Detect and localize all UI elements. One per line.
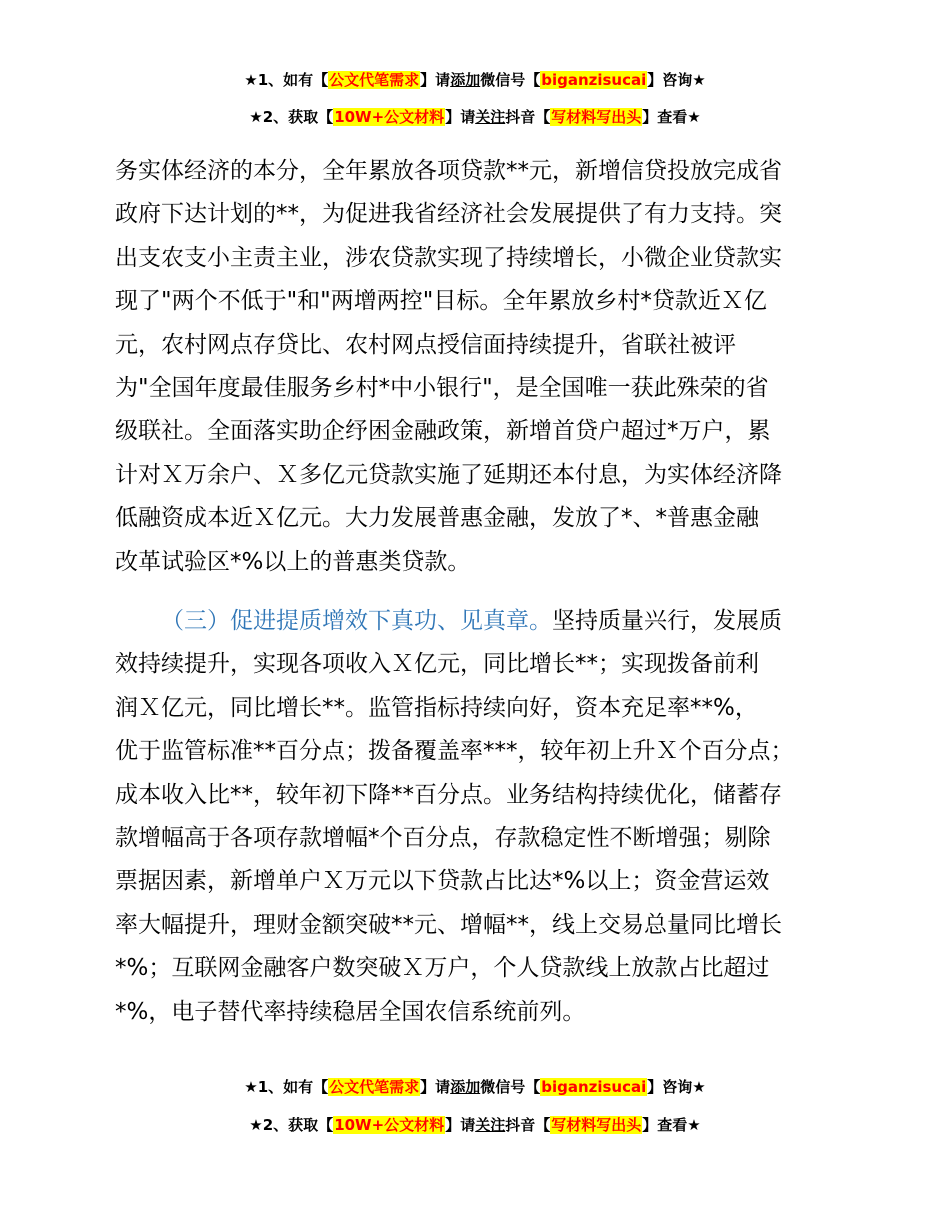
footer-ad-line-1 [0,1076,950,1098]
text-line: 元，农村网点存贷比、农村网点授信面持续提升，省联社被评 [115,331,736,358]
text-line: 率大幅提升，理财金额突破**元、增幅**，线上交易总量同比增长 [115,911,782,938]
highlight-materials: 10W+公文材料 [334,108,445,126]
highlight-service: 公文代笔需求 [329,1078,420,1096]
text-line: 润Ｘ亿元，同比增长**。监管指标持续向好，资本充足率**%， [115,694,758,721]
footer-ad-line-2 [0,1114,950,1136]
banner-text: 】请 [445,108,476,126]
banner-text: 微信号【 [480,1078,541,1096]
text-line: 效持续提升，实现各项收入Ｘ亿元，同比增长**；实现拨备前利 [115,651,759,678]
body-paragraph-2 [115,600,845,1034]
highlight-douyin-id: 写材料写出头 [551,1116,642,1134]
text-line: 政府下达计划的**，为促进我省经济社会发展提供了有力支持。突 [115,201,782,228]
section-heading: （三）促进提质增效下真功、见真章。 [161,608,552,634]
banner-text: ★1、如有【 [244,1078,329,1096]
text-line: 款增幅高于各项存款增幅*个百分点，存款稳定性不断增强；剔除 [115,824,771,851]
text-line: 现了"两个不低于"和"两增两控"目标。全年累放乡村*贷款近Ｘ亿 [115,288,767,315]
text-line: 务实体经济的本分，全年累放各项贷款**元，新增信贷投放完成省 [115,158,782,184]
highlight-wechat-id: biganzisucai [541,71,647,89]
banner-text: 】查看★ [642,108,701,126]
body-paragraph-1 [115,150,845,584]
text-line: *%，电子替代率持续稳居全国农信系统前列。 [115,998,586,1025]
banner-text: 】请 [420,71,451,89]
banner-text: 抖音【 [505,108,551,126]
banner-text: ★1、如有【 [244,71,329,89]
highlight-materials: 10W+公文材料 [334,1116,445,1134]
text-line: 成本收入比**，较年初下降**百分点。业务结构持续优化，储蓄存 [115,781,782,808]
highlight-wechat-id: biganzisucai [541,1078,647,1096]
banner-text: 】咨询★ [647,1078,706,1096]
underlined-add: 添加 [450,1078,481,1096]
banner-text: 】查看★ [642,1116,701,1134]
underlined-follow: 关注 [475,108,506,126]
text-line [115,600,845,643]
header-ad-line-2 [0,106,950,128]
highlight-service: 公文代笔需求 [329,71,420,89]
text-line: *%；互联网金融客户数突破Ｘ万户，个人贷款线上放款占比超过 [115,955,770,982]
text-line: 票据因素，新增单户Ｘ万元以下贷款占比达*%以上；资金营运效 [115,868,770,895]
banner-text: 】咨询★ [647,71,706,89]
banner-text: ★2、获取【 [249,108,334,126]
highlight-douyin-id: 写材料写出头 [551,108,642,126]
banner-text: 微信号【 [480,71,541,89]
banner-text: ★2、获取【 [249,1116,334,1134]
underlined-follow: 关注 [475,1116,506,1134]
banner-text: 】请 [420,1078,451,1096]
banner-text: 】请 [445,1116,476,1134]
text-line: 级联社。全面落实助企纾困金融政策，新增首贷户超过*万户，累 [115,418,771,445]
text-line: 改革试验区*%以上的普惠类贷款。 [115,548,471,575]
heading-continuation: 坚持质量兴行，发展质 [552,608,782,634]
text-line: 优于监管标准**百分点；拨备覆盖率***，较年初上升Ｘ个百分点； [115,738,794,765]
text-line: 低融资成本近Ｘ亿元。大力发展普惠金融，发放了*、*普惠金融 [115,505,759,532]
underlined-add: 添加 [450,71,481,89]
header-ad-line-1 [0,69,950,91]
text-line: 计对Ｘ万余户、Ｘ多亿元贷款实施了延期还本付息，为实体经济降 [115,461,782,488]
text-line: 出支农支小主责主业，涉农贷款实现了持续增长，小微企业贷款实 [115,244,782,271]
text-line: 为"全国年度最佳服务乡村*中小银行"，是全国唯一获此殊荣的省 [115,374,769,401]
banner-text: 抖音【 [505,1116,551,1134]
